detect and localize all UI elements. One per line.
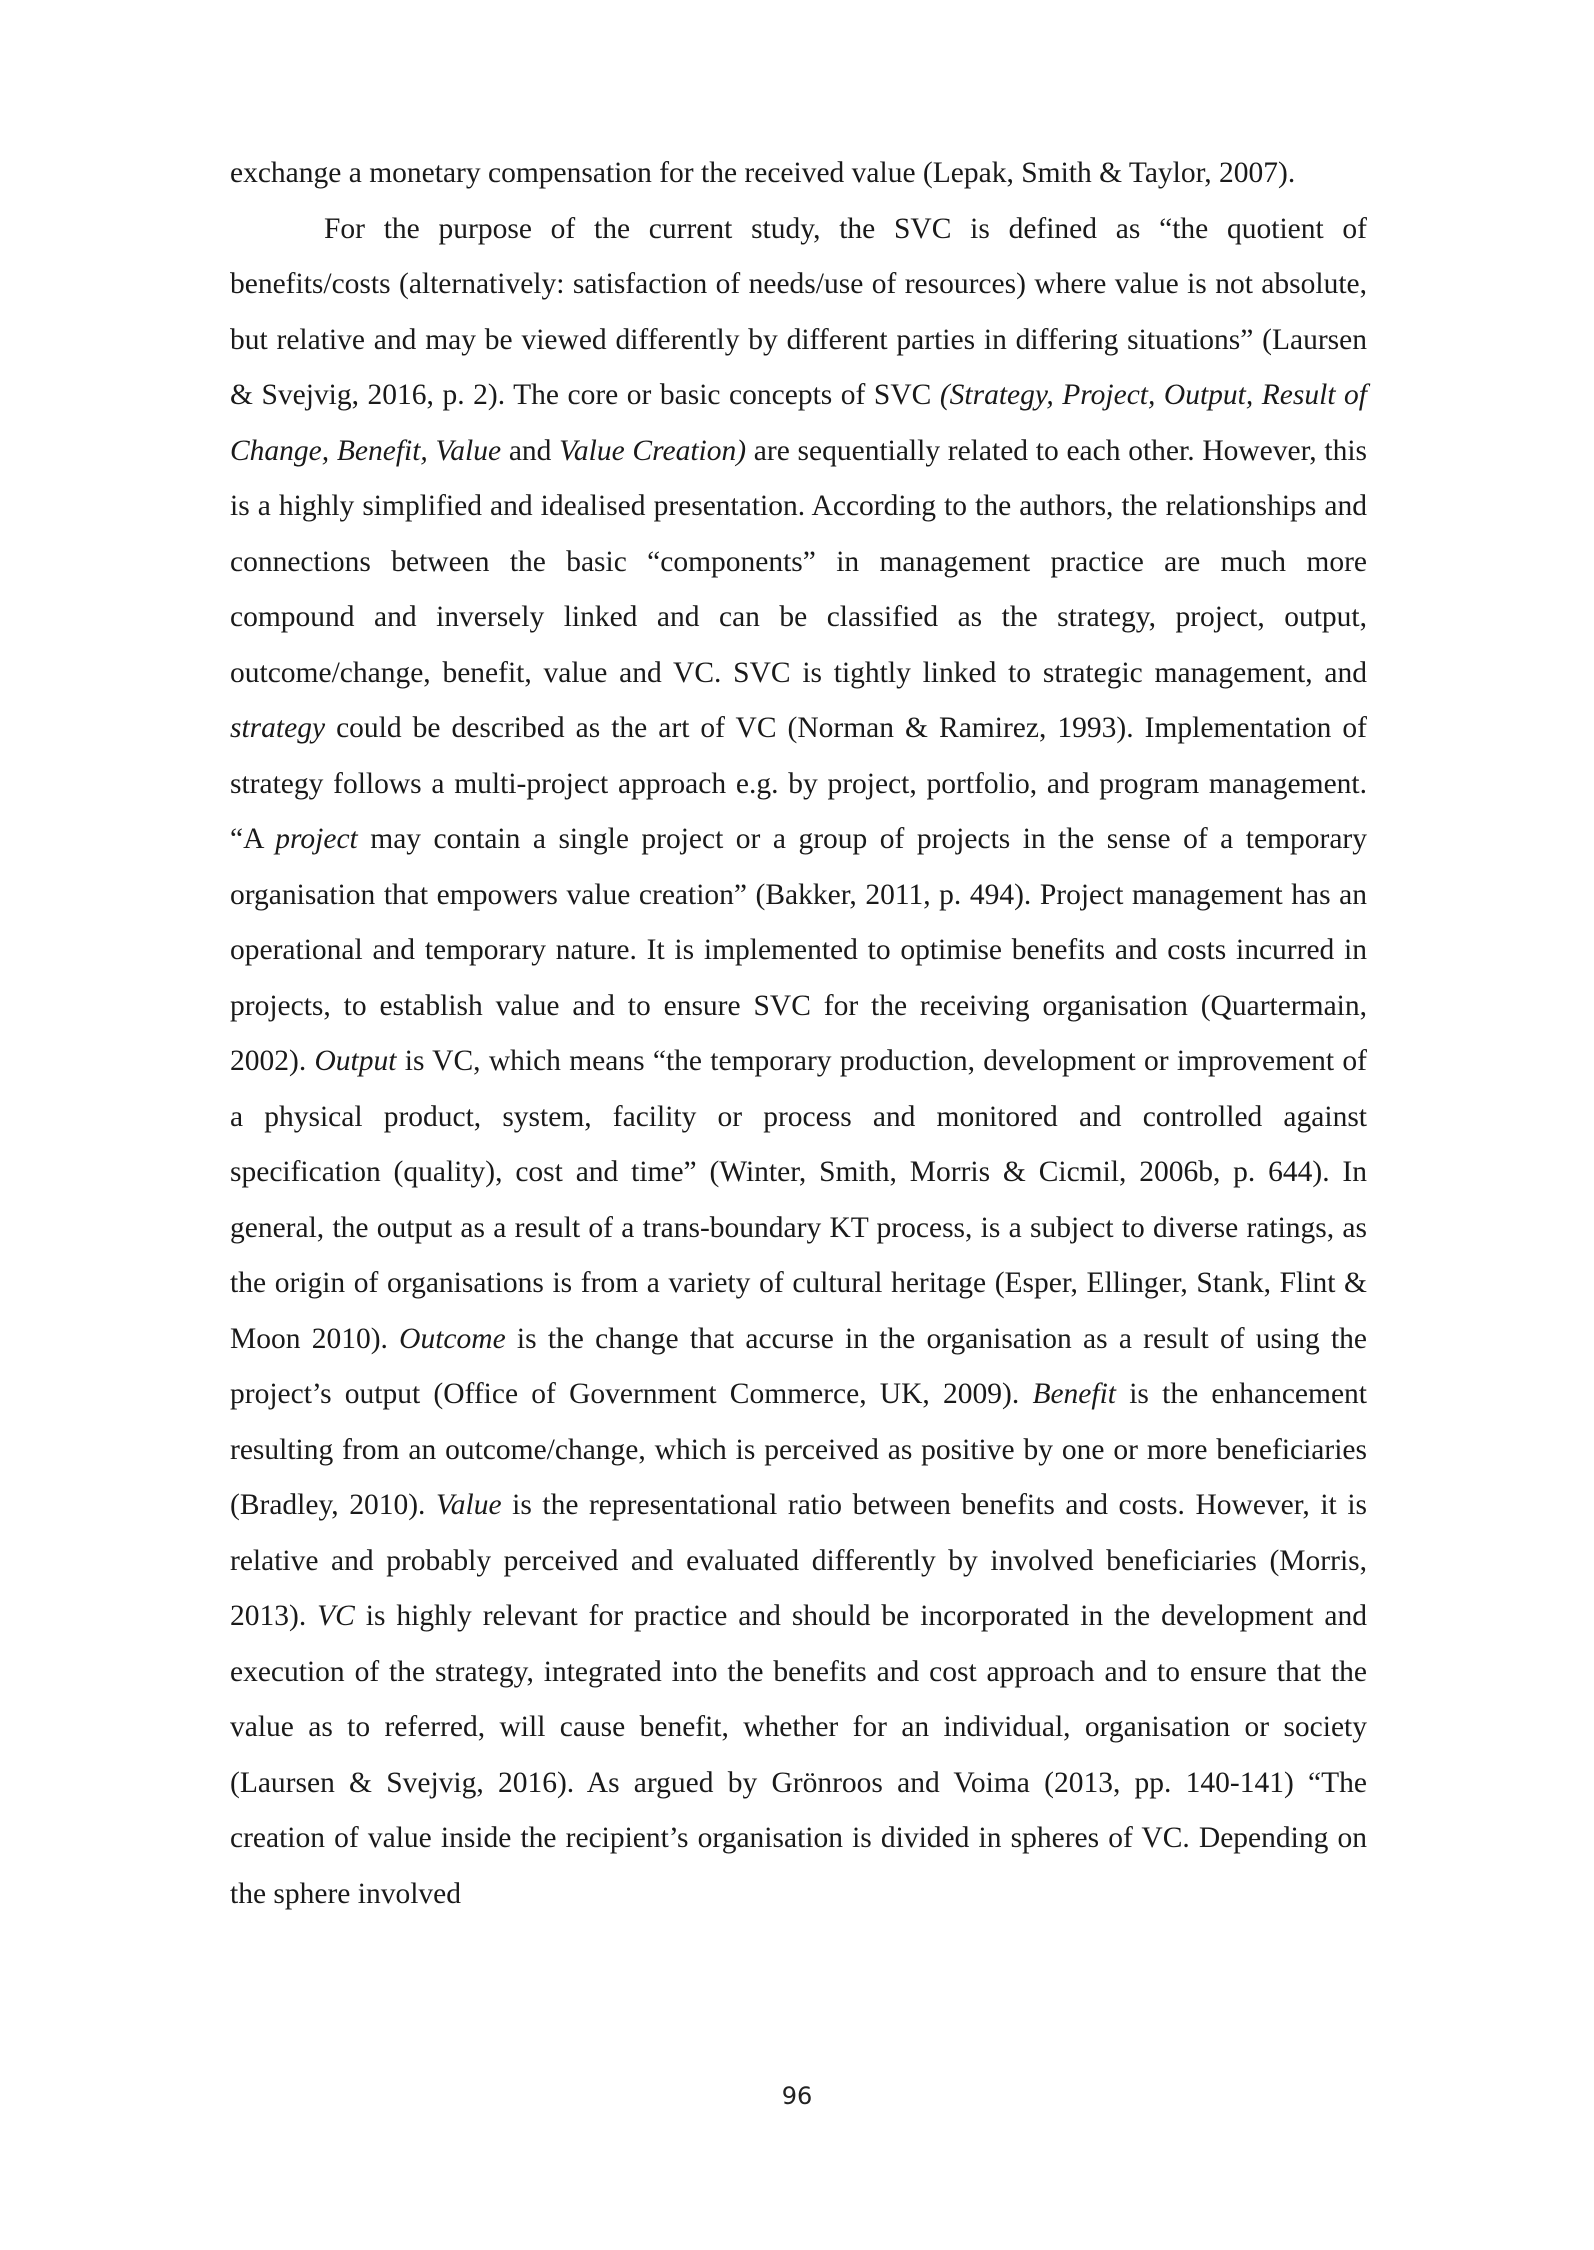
text-run: is highly relevant for practice and should be incorporated in the development and execution of the strategy, integrated into the benefits and cost approach and to ensure that the value as to referred, will cause benefit, whether for an individual, organisation or society (Laursen & Svejvig, 2016). As argued by Grönroos and Voima (2013, pp. 140-141) “The creation of value inside the recipient’s organisation is divided in spheres of VC. Depending on the sphere involved xyxy=(230,1600,1367,1910)
italic-run: Benefit xyxy=(1032,1378,1116,1410)
text-run: is the enhancement resulting from an outcome/change, which is perceived as positive by one or more beneficiaries (Bradley, 2010). xyxy=(230,1378,1367,1521)
italic-run: Value Creation) xyxy=(559,434,747,467)
paragraph xyxy=(230,146,1367,202)
italic-run: (Strategy, Project, Output, Result of Change, Benefit, Value xyxy=(230,379,1367,467)
text-run: are sequentially related to each other. However, this is a highly simplified and idealised presentation. According to the authors, the relationships and connections between the basic “components” in management practice are much more compound and inversely linked and can be classified as the strategy, project, output, outcome/change, benefit, value and VC. SVC is tightly linked to strategic management, and xyxy=(230,434,1367,689)
italic-run: Value xyxy=(436,1489,502,1521)
italic-run: Outcome xyxy=(399,1322,506,1355)
text-run: may contain a single project or a group of projects in the sense of a temporary organisation that empowers value creation” (Bakker, 2011, p. 494). Project management has an operational and temporary nature. It is implemented to optimise benefits and costs incurred in projects, to establish value and to ensure SVC for the receiving organisation (Quartermain, 2002). xyxy=(230,823,1367,1077)
text-run: is the representational ratio between benefits and costs. However, it is relative and probably perceived and evaluated differently by involved beneficiaries (Morris, 2013). xyxy=(230,1489,1367,1632)
text-run: could be described as the art of VC (Norman & Ramirez, 1993). Implementation of strategy follows a multi-project approach e.g. by project, portfolio, and program management. “A xyxy=(230,712,1367,855)
italic-run: strategy xyxy=(230,712,326,744)
text-run: and xyxy=(501,434,560,467)
text-run: exchange a monetary compensation for the received value (Lepak, Smith & Taylor, 2007). xyxy=(230,157,1296,189)
italic-run: VC xyxy=(317,1600,355,1632)
page-number: 96 xyxy=(781,2082,813,2110)
italic-run: project xyxy=(275,823,358,855)
text-run: is the change that accurse in the organisation as a result of using the project’s output (Office of Government Commerce, UK, 2009). xyxy=(230,1322,1367,1410)
text-run: is VC, which means “the temporary production, development or improvement of a physical product, system, facility or process and monitored and controlled against specification (quality), cost and time” (Winter, Smith, Morris & Cicmil, 2006b, p. 644). In general, the output as a result of a trans-boundary KT process, is a subject to diverse ratings, as the origin of organisations is from a variety of cultural heritage (Esper, Ellinger, Stank, Flint & Moon 2010). xyxy=(230,1045,1368,1355)
italic-run: Output xyxy=(314,1045,397,1077)
page-body xyxy=(230,146,1367,1922)
paragraph xyxy=(230,202,1367,1923)
text-run: For the purpose of the current study, the SVC is defined as “the quotient of benefits/costs (alternatively: satisfaction of needs/use of resources) where value is not absolute, but relative and may be viewed differently by different parties in differing situations” (Laursen & Svejvig, 2016, p. 2). The core or basic concepts of SVC xyxy=(230,212,1367,411)
